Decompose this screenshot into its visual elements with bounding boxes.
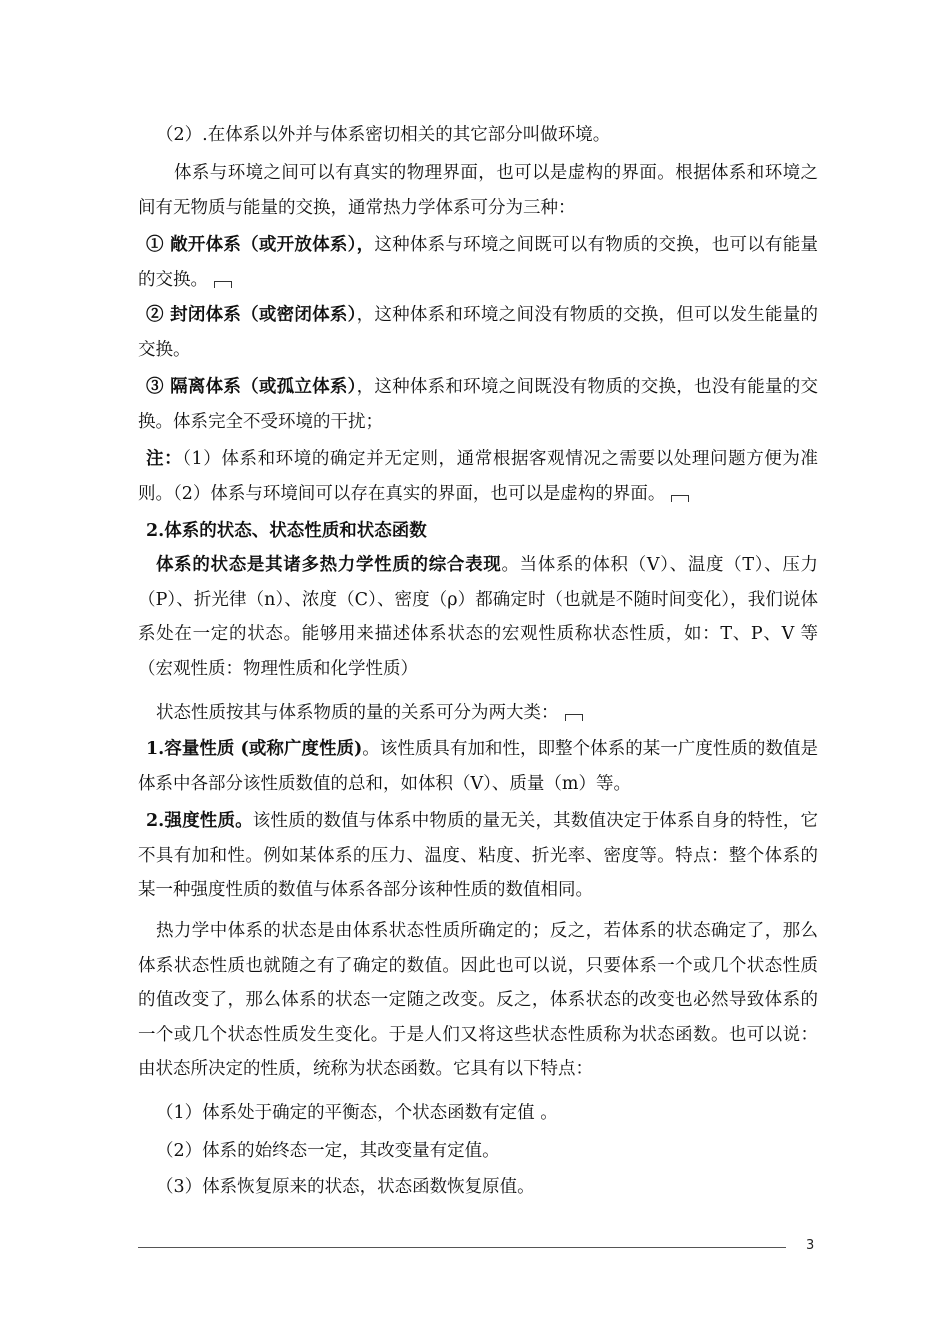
paragraph-mark-icon xyxy=(671,495,689,502)
paragraph-interface: 体系与环境之间可以有真实的物理界面，也可以是虚构的界面。根据体系和环境之间有无物质与能量的交换，通常热力学体系可分为三种： xyxy=(138,163,818,218)
paragraph-state-function: 热力学中体系的状态是由体系状态性质所确定的；反之，若体系的状态确定了，那么体系状态性质也就随之有了确定的数值。因此也可以说，只要体系一个或几个状态性质的值改变了，那么体系的状态一定随之改变。反之，体系状态的改变也必然导致体系的一个或几个状态性质发生变化。于是人们又将这些状态性质称为状态函数。也可以说：由状态所决定的性质，统称为状态函数。它具有以下特点： xyxy=(138,921,818,1079)
paragraph-isolated-system: ③ 隔离体系（或孤立体系），这种体系和环境之间既没有物质的交换，也没有能量的交换。体系完全不受环境的干扰； xyxy=(138,377,819,432)
paragraph-note: 注：（1）体系和环境的确定并无定则，通常根据客观情况之需要以处理问题方便为准则。（2）体系与环境间可以存在真实的界面，也可以是虚构的界面。 xyxy=(138,449,818,504)
section-heading: 2.体系的状态、状态性质和状态函数 xyxy=(146,521,427,541)
paragraph-state: 体系的状态是其诸多热力学性质的综合表现。当体系的体积（V）、温度（T）、压力（P）、折光律（n）、浓度（C）、密度（ρ）都确定时（也就是不随时间变化），我们说体系处在一定的状态。能够用来描述体系状态的宏观性质称状态性质，如：T、P、V 等（宏观性质：物理性质和化学性质） xyxy=(138,555,818,679)
paragraph-classification: 状态性质按其与体系物质的量的关系可分为两大类： xyxy=(138,696,818,731)
paragraph-environment: （2）.在体系以外并与体系密切相关的其它部分叫做环境。 xyxy=(156,125,611,145)
paragraph-mark-icon xyxy=(565,714,583,721)
page-number: 3 xyxy=(806,1238,815,1253)
list-item: （3）体系恢复原来的状态，状态函数恢复原值。 xyxy=(156,1177,535,1197)
paragraph-mark-icon xyxy=(214,281,232,288)
paragraph-intensive: 2.强度性质。该性质的数值与体系中物质的量无关，其数值决定于体系自身的特性，它不具有加和性。例如某体系的压力、温度、粘度、折光率、密度等。特点：整个体系的某一种强度性质的数值与体系各部分该种性质的数值相同。 xyxy=(138,811,818,900)
list-item: （2）体系的始终态一定，其改变量有定值。 xyxy=(156,1141,500,1161)
footer-divider xyxy=(138,1247,786,1248)
list-item: （1）体系处于确定的平衡态，个状态函数有定值 。 xyxy=(156,1103,558,1123)
paragraph-closed-system: ② 封闭体系（或密闭体系），这种体系和环境之间没有物质的交换，但可以发生能量的交换。 xyxy=(138,305,819,360)
paragraph-open-system: ① 敞开体系（或开放体系），这种体系与环境之间既可以有物质的交换，也可以有能量的交换。 xyxy=(138,235,819,290)
paragraph-extensive: 1.容量性质 (或称广度性质)。该性质具有加和性，即整个体系的某一广度性质的数值是体系中各部分该性质数值的总和，如体积（V）、质量（m）等。 xyxy=(138,739,818,794)
